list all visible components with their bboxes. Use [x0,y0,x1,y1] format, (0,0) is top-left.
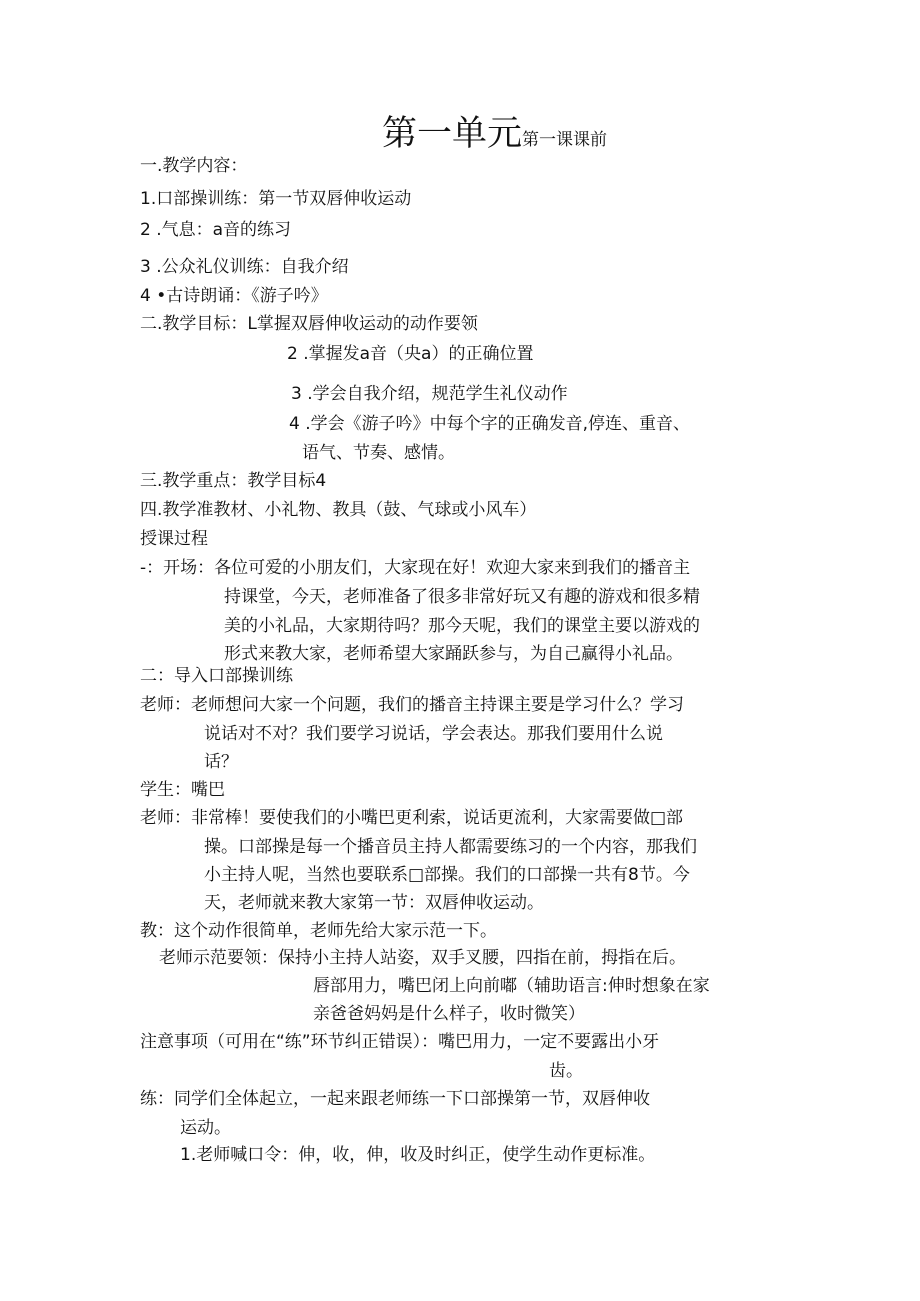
text-line: 老师示范要领：保持小主持人站姿，双手叉腰，四指在前，拇指在后。 [159,948,686,968]
text-line: 持课堂，今天，老师准备了很多非常好玩又有趣的游戏和很多精 [224,587,700,607]
text-line: 四.教学准教材、小礼物、教具（鼓、气球或小风车） [140,500,537,520]
text-line: 教：这个动作很简单，老师先给大家示范一下。 [140,921,497,941]
text-line: 说话对不对？我们要学习说话，学会表达。那我们要用什么说 [204,724,663,744]
text-line: 老师：非常棒！要使我们的小嘴巴更利索，说话更流利，大家需要做□部 [140,808,684,828]
text-line: 天，老师就来教大家第一节：双唇伸收运动。 [204,893,544,913]
text-line: 话？ [204,752,238,772]
text-line: 1.老师喊口令：伸，收，伸，收及时纠正，使学生动作更标准。 [180,1145,656,1165]
text-line: 1.口部操训练：第一节双唇伸收运动 [140,189,412,209]
text-line: 3 .公众礼仪训练：自我介绍 [140,257,349,277]
text-line: 亲爸爸妈妈是什么样子，收时微笑） [313,1004,585,1024]
text-line: 老师：老师想问大家一个问题，我们的播音主持课主要是学习什么？学习 [140,695,684,715]
text-line: 二：导入口部操训练 [140,666,293,686]
text-line: 学生：嘴巴 [140,780,225,800]
text-line: 2 .掌握发a音（央a）的正确位置 [287,344,534,364]
text-line: 美的小礼品，大家期待吗？那今天呢，我们的课堂主要以游戏的 [224,616,700,636]
text-line: 3 .学会自我介绍，规范学生礼仪动作 [291,384,568,404]
title-sub: 第一课课前 [522,130,608,150]
title-main: 第一单元 [382,114,523,154]
text-line: 操。口部操是每一个播音员主持人都需要练习的一个内容，那我们 [204,837,697,857]
text-line: 语气、节奏、感情。 [302,443,455,463]
text-line: 小主持人呢，当然也要联系□部操。我们的口部操一共有8节。今 [204,865,690,885]
text-line: 运动。 [180,1118,231,1138]
text-line: 形式来教大家，老师希望大家踊跃参与，为自己赢得小礼品。 [224,644,683,664]
text-line: 齿。 [549,1061,583,1081]
text-line: 唇部用力，嘴巴闭上向前嘟（辅助语言:伸时想象在家 [313,976,710,996]
text-line: 4 .学会《游子吟》中每个字的正确发音,停连、重音、 [289,414,691,434]
text-line: 授课过程 [140,529,208,549]
text-line: 4 •古诗朗诵：《游子吟》 [140,286,328,306]
text-line: 三.教学重点：教学目标4 [140,471,327,491]
text-line: 二.教学目标：L掌握双唇伸收运动的动作要领 [140,314,478,334]
text-line: 注意事项（可用在“练”环节纠正错误）：嘴巴用力，一定不要露出小牙 [140,1032,660,1052]
page-title [382,106,607,156]
text-line: 一.教学内容： [140,156,248,176]
text-line: -：开场：各位可爱的小朋友们，大家现在好！欢迎大家来到我们的播音主 [140,558,691,578]
text-line: 练：同学们全体起立，一起来跟老师练一下口部操第一节，双唇伸收 [140,1089,650,1109]
text-line: 2 .气息：a音的练习 [140,220,292,240]
